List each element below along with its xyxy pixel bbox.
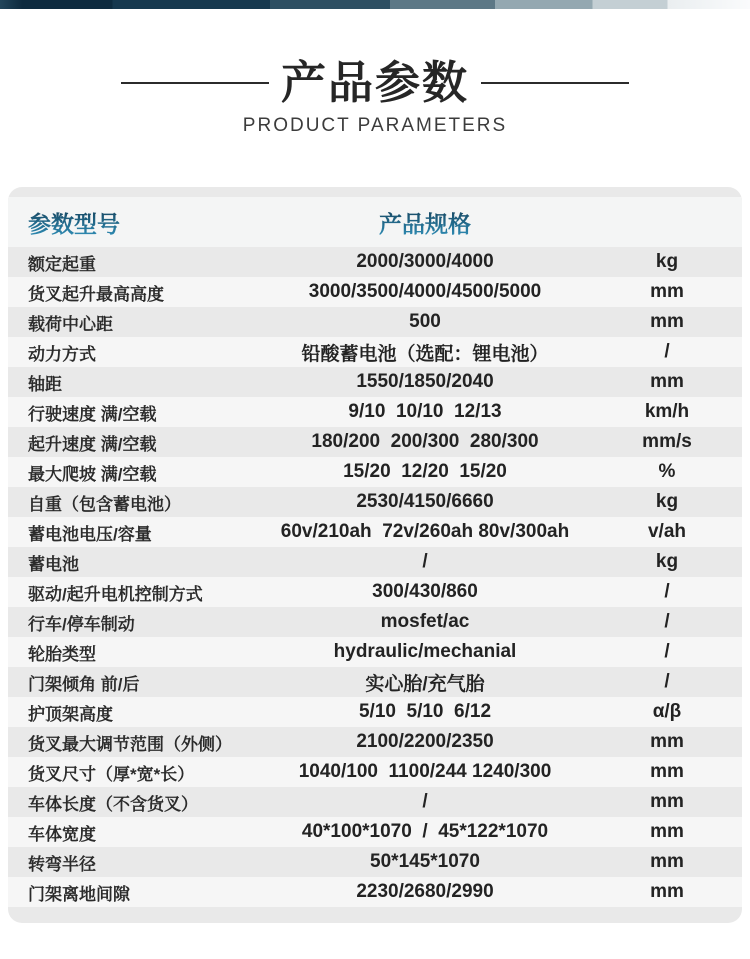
table-row <box>8 787 742 817</box>
row-unit: mm/s <box>642 431 692 453</box>
row-label: 护顶架高度 <box>28 704 113 724</box>
row-unit: α/β <box>652 701 682 723</box>
row-label: 行驶速度 满/空载 <box>28 404 157 424</box>
row-unit: v/ah <box>647 521 687 543</box>
row-unit: / <box>664 611 670 633</box>
row-label: 轴距 <box>28 374 62 394</box>
row-unit: % <box>658 461 676 483</box>
row-value: 2530/4150/6660 <box>356 491 494 513</box>
row-label: 货叉尺寸（厚*宽*长） <box>28 764 195 784</box>
row-value: / <box>422 791 428 813</box>
table-row <box>8 277 742 307</box>
row-label: 最大爬坡 满/空载 <box>28 464 157 484</box>
row-label: 车体长度（不含货叉） <box>28 794 198 814</box>
row-label: 起升速度 满/空载 <box>28 434 157 454</box>
row-value: 180/200 200/300 280/300 <box>311 431 539 453</box>
row-value: hydraulic/mechanial <box>333 641 517 663</box>
row-value: 50*145*1070 <box>370 851 480 873</box>
row-value: 1550/1850/2040 <box>356 371 494 393</box>
title-line-left <box>121 82 269 84</box>
row-unit: / <box>664 671 670 693</box>
row-value: 300/430/860 <box>372 581 478 603</box>
table-row <box>8 817 742 847</box>
row-value: 500 <box>409 311 441 333</box>
row-value: 5/10 5/10 6/12 <box>358 701 492 723</box>
table-row <box>8 397 742 427</box>
row-unit: kg <box>655 551 679 573</box>
row-unit: / <box>664 641 670 663</box>
row-unit: mm <box>650 851 684 873</box>
page-title: 产品参数 <box>280 57 469 108</box>
table-row <box>8 697 742 727</box>
row-unit: mm <box>650 881 684 903</box>
table-row <box>8 667 742 697</box>
row-value: 1040/100 1100/244 1240/300 <box>298 761 552 783</box>
row-value: 60v/210ah 72v/260ah 80v/300ah <box>280 521 570 543</box>
row-value: mosfet/ac <box>380 611 470 633</box>
row-label: 蓄电池 <box>28 554 79 574</box>
row-value: 9/10 10/10 12/13 <box>348 401 502 423</box>
table-row <box>8 877 742 907</box>
row-label: 门架倾角 前/后 <box>28 674 140 694</box>
row-value: 2230/2680/2990 <box>356 881 494 903</box>
row-label: 额定起重 <box>28 254 96 274</box>
table-header <box>8 197 742 247</box>
table-row <box>8 487 742 517</box>
row-unit: / <box>664 341 670 363</box>
table-row <box>8 637 742 667</box>
table-row <box>8 577 742 607</box>
table-body <box>8 247 742 907</box>
table-row <box>8 457 742 487</box>
row-value: 实心胎/充气胎 <box>365 673 485 695</box>
row-unit: / <box>664 581 670 603</box>
page-subtitle: PRODUCT PARAMETERS <box>242 115 508 137</box>
row-label: 转弯半径 <box>28 854 96 874</box>
spec-card <box>8 187 742 923</box>
row-value: 2100/2200/2350 <box>356 731 494 753</box>
table-row <box>8 847 742 877</box>
table-row <box>8 547 742 577</box>
header-param-label: 参数型号 <box>8 206 258 239</box>
table-row <box>8 427 742 457</box>
header-spec-label: 产品规格 <box>258 206 592 239</box>
row-unit: mm <box>650 731 684 753</box>
table-row <box>8 337 742 367</box>
row-label: 轮胎类型 <box>28 644 96 664</box>
table-row <box>8 757 742 787</box>
row-label: 自重（包含蓄电池） <box>28 494 181 514</box>
row-unit: mm <box>650 311 684 333</box>
row-unit: mm <box>650 281 684 303</box>
row-label: 门架离地间隙 <box>28 884 130 904</box>
row-label: 驱动/起升电机控制方式 <box>28 584 203 604</box>
table-row <box>8 307 742 337</box>
row-value: / <box>422 551 428 573</box>
table-row <box>8 607 742 637</box>
row-label: 车体宽度 <box>28 824 96 844</box>
row-value: 15/20 12/20 15/20 <box>343 461 507 483</box>
row-label: 货叉起升最高高度 <box>28 284 164 304</box>
row-unit: mm <box>650 791 684 813</box>
row-unit: mm <box>650 761 684 783</box>
row-unit: mm <box>650 821 684 843</box>
row-label: 货叉最大调节范围（外侧） <box>28 734 232 754</box>
title-line-right <box>481 82 629 84</box>
table-row <box>8 727 742 757</box>
row-value: 3000/3500/4000/4500/5000 <box>308 281 542 303</box>
row-value: 40*100*1070 / 45*122*1070 <box>301 821 549 843</box>
title-block <box>0 59 750 106</box>
row-unit: kg <box>655 251 679 273</box>
table-row <box>8 517 742 547</box>
row-label: 载荷中心距 <box>28 314 113 334</box>
row-label: 行车/停车制动 <box>28 614 135 634</box>
row-label: 蓄电池电压/容量 <box>28 524 152 544</box>
row-unit: kg <box>655 491 679 513</box>
table-row <box>8 247 742 277</box>
row-unit: mm <box>650 371 684 393</box>
row-unit: km/h <box>644 401 690 423</box>
row-label: 动力方式 <box>28 344 96 364</box>
row-value: 2000/3000/4000 <box>356 251 494 273</box>
row-value: 铅酸蓄电池（选配：锂电池） <box>301 343 549 365</box>
top-accent-bar <box>0 0 750 9</box>
table-row <box>8 367 742 397</box>
